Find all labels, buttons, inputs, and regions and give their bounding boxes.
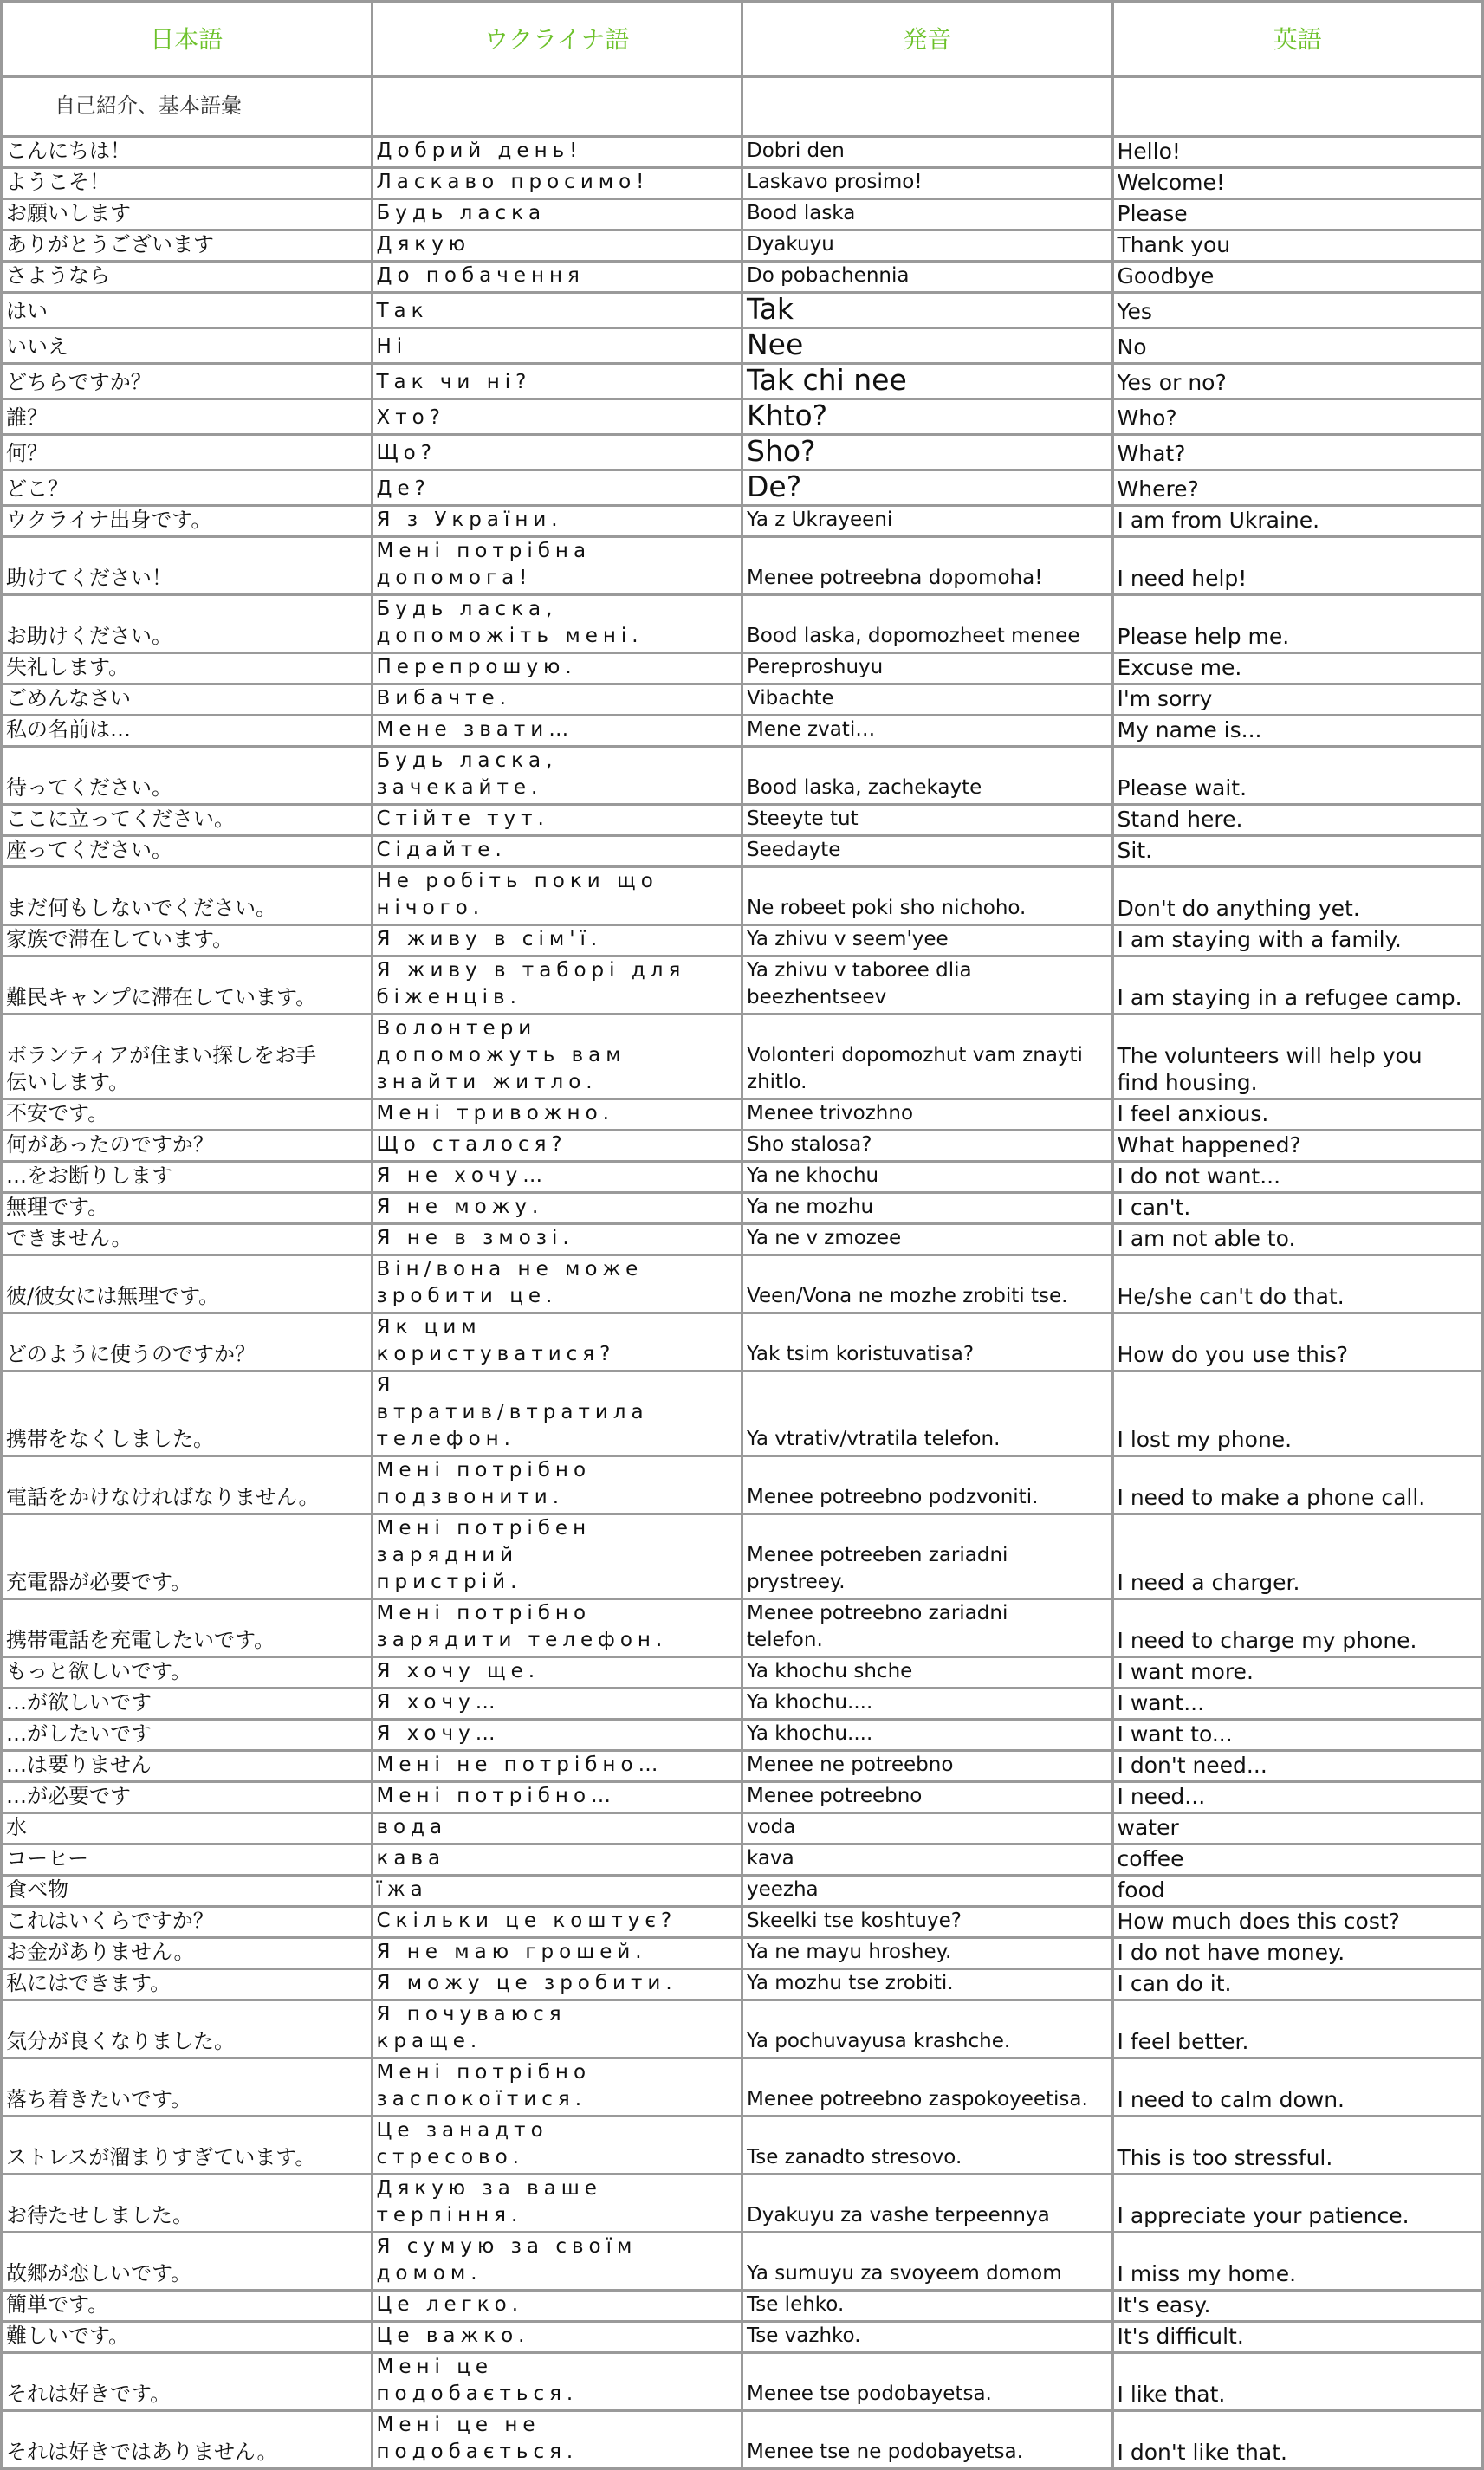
- japanese-cell: いいえ: [2, 328, 373, 364]
- japanese-cell: 私にはできます。: [2, 1969, 373, 2000]
- ukrainian-cell: Добрий день!: [372, 137, 742, 168]
- ukrainian-cell: Мені потрібно зарядити телефон.: [372, 1599, 742, 1657]
- english-cell: Goodbye: [1112, 262, 1483, 293]
- japanese-cell: ありがとうございます: [2, 230, 373, 262]
- table-row: [2, 925, 1483, 956]
- table-row: [2, 1015, 1483, 1099]
- pronunciation-cell: Yak tsim koristuvatisa?: [742, 1313, 1113, 1371]
- table-row: [2, 747, 1483, 805]
- header-pronunciation: 発音: [742, 2, 1113, 77]
- english-cell: I want more.: [1112, 1657, 1483, 1689]
- japanese-cell: ようこそ！: [2, 168, 373, 199]
- japanese-cell: まだ何もしないでください。: [2, 867, 373, 925]
- english-cell: Stand here.: [1112, 805, 1483, 836]
- pronunciation-cell: Dyakuyu za vashe terpeennya: [742, 2175, 1113, 2233]
- pronunciation-cell: Ya mozhu tse zrobiti.: [742, 1969, 1113, 2000]
- table-row: [2, 653, 1483, 684]
- japanese-cell: 家族で滞在しています。: [2, 925, 373, 956]
- table-row: [2, 956, 1483, 1015]
- pronunciation-cell: Nee: [742, 328, 1113, 364]
- ukrainian-cell: Перепрошую.: [372, 653, 742, 684]
- pronunciation-cell: Tse lehko.: [742, 2291, 1113, 2322]
- pronunciation-cell: Menee potreebna dopomoha!: [742, 537, 1113, 595]
- japanese-cell: 何？: [2, 435, 373, 470]
- ukrainian-cell: Сідайте.: [372, 836, 742, 867]
- header-japanese: 日本語: [2, 2, 373, 77]
- pronunciation-cell: Menee potreeben zariadni prystreey.: [742, 1514, 1113, 1599]
- table-row: [2, 1313, 1483, 1371]
- table-row: [2, 2322, 1483, 2353]
- ukrainian-cell: Що?: [372, 435, 742, 470]
- english-cell: Sit.: [1112, 836, 1483, 867]
- ukrainian-cell: Мені потрібна допомога!: [372, 537, 742, 595]
- pronunciation-cell: Vibachte: [742, 684, 1113, 716]
- ukrainian-cell: Мені це не подобається.: [372, 2411, 742, 2469]
- english-cell: I don't like that.: [1112, 2411, 1483, 2469]
- english-cell: It's difficult.: [1112, 2322, 1483, 2353]
- english-cell: I need to charge my phone.: [1112, 1599, 1483, 1657]
- ukrainian-cell: Так чи ні?: [372, 364, 742, 399]
- japanese-cell: 不安です。: [2, 1099, 373, 1131]
- table-row: [2, 716, 1483, 747]
- ukrainian-cell: Хто?: [372, 399, 742, 435]
- english-cell: I am from Ukraine.: [1112, 506, 1483, 537]
- japanese-cell: …をお断りします: [2, 1162, 373, 1193]
- ukrainian-cell: Я не в змозі.: [372, 1224, 742, 1255]
- pronunciation-cell: Menee tse podobayetsa.: [742, 2353, 1113, 2411]
- pronunciation-cell: yeezha: [742, 1876, 1113, 1907]
- table-row: [2, 1969, 1483, 2000]
- table-row: [2, 1657, 1483, 1689]
- table-row: [2, 537, 1483, 595]
- pronunciation-cell: Mene zvati…: [742, 716, 1113, 747]
- english-cell: Welcome!: [1112, 168, 1483, 199]
- table-row: [2, 2175, 1483, 2233]
- pronunciation-cell: Skeelki tse koshtuye?: [742, 1907, 1113, 1938]
- english-cell: No: [1112, 328, 1483, 364]
- japanese-cell: 私の名前は…: [2, 716, 373, 747]
- japanese-cell: コーヒー: [2, 1844, 373, 1876]
- table-row: [2, 2291, 1483, 2322]
- english-cell: Please: [1112, 199, 1483, 230]
- english-cell: I need a charger.: [1112, 1514, 1483, 1599]
- pronunciation-cell: Ya sumuyu za svoyeem domom: [742, 2233, 1113, 2291]
- ukrainian-cell: Він/вона не може зробити це.: [372, 1255, 742, 1313]
- english-cell: I feel anxious.: [1112, 1099, 1483, 1131]
- table-row: [2, 836, 1483, 867]
- table-row: [2, 435, 1483, 470]
- ukrainian-cell: Це легко.: [372, 2291, 742, 2322]
- pronunciation-cell: Menee potreebno: [742, 1782, 1113, 1813]
- header-ukrainian: ウクライナ語: [372, 2, 742, 77]
- ukrainian-cell: Вибачте.: [372, 684, 742, 716]
- english-cell: I don't need...: [1112, 1751, 1483, 1782]
- english-cell: Yes or no?: [1112, 364, 1483, 399]
- ukrainian-cell: Я втратив/втратила телефон.: [372, 1371, 742, 1456]
- ukrainian-cell: Що сталося?: [372, 1131, 742, 1162]
- table-row: [2, 2000, 1483, 2058]
- ukrainian-cell: Мені тривожно.: [372, 1099, 742, 1131]
- english-cell: How do you use this?: [1112, 1313, 1483, 1371]
- japanese-cell: 無理です。: [2, 1193, 373, 1224]
- english-cell: Who?: [1112, 399, 1483, 435]
- japanese-cell: ストレスが溜まりすぎています。: [2, 2117, 373, 2175]
- english-cell: food: [1112, 1876, 1483, 1907]
- table-row: [2, 2058, 1483, 2117]
- pronunciation-cell: Menee ne potreebno: [742, 1751, 1113, 1782]
- ukrainian-cell: Я живу в таборі для біженців.: [372, 956, 742, 1015]
- ukrainian-cell: Будь ласка, зачекайте.: [372, 747, 742, 805]
- english-cell: I need to make a phone call.: [1112, 1456, 1483, 1514]
- english-cell: I am staying with a family.: [1112, 925, 1483, 956]
- ukrainian-cell: їжа: [372, 1876, 742, 1907]
- pronunciation-cell: Pereproshuyu: [742, 653, 1113, 684]
- japanese-cell: 電話をかけなければなりません。: [2, 1456, 373, 1514]
- pronunciation-cell: Menee potreebno podzvoniti.: [742, 1456, 1113, 1514]
- japanese-cell: 難民キャンプに滞在しています。: [2, 956, 373, 1015]
- english-cell: Yes: [1112, 293, 1483, 328]
- japanese-cell: 助けてください！: [2, 537, 373, 595]
- pronunciation-cell: Khto?: [742, 399, 1113, 435]
- english-cell: I can do it.: [1112, 1969, 1483, 2000]
- japanese-cell: できません。: [2, 1224, 373, 1255]
- ukrainian-cell: Мені не потрібно…: [372, 1751, 742, 1782]
- japanese-cell: ボランティアが住まい探しをお手 伝いします。: [2, 1015, 373, 1099]
- pronunciation-cell: Menee potreebno zariadni telefon.: [742, 1599, 1113, 1657]
- japanese-cell: 誰？: [2, 399, 373, 435]
- pronunciation-cell: Ya zhivu v taboree dlia beezhentseev: [742, 956, 1113, 1015]
- english-cell: I am not able to.: [1112, 1224, 1483, 1255]
- ukrainian-cell: Я не хочу…: [372, 1162, 742, 1193]
- ukrainian-cell: Я сумую за своїм домом.: [372, 2233, 742, 2291]
- table-row: [2, 684, 1483, 716]
- pronunciation-cell: Volonteri dopomozhut vam znayti zhitlo.: [742, 1015, 1113, 1099]
- table-row: [2, 293, 1483, 328]
- pronunciation-cell: Tak: [742, 293, 1113, 328]
- ukrainian-cell: Я хочу ще.: [372, 1657, 742, 1689]
- pronunciation-cell: Menee trivozhno: [742, 1099, 1113, 1131]
- ukrainian-cell: Будь ласка, допоможіть мені.: [372, 595, 742, 653]
- pronunciation-cell: Ya z Ukrayeeni: [742, 506, 1113, 537]
- english-cell: This is too stressful.: [1112, 2117, 1483, 2175]
- ukrainian-cell: Я хочу…: [372, 1720, 742, 1751]
- english-cell: I do not want...: [1112, 1162, 1483, 1193]
- pronunciation-cell: Ya ne mozhu: [742, 1193, 1113, 1224]
- pronunciation-cell: Steeyte tut: [742, 805, 1113, 836]
- table-row: [2, 1751, 1483, 1782]
- pronunciation-cell: Seedayte: [742, 836, 1113, 867]
- pronunciation-cell: Do pobachennia: [742, 262, 1113, 293]
- table-row: [2, 1255, 1483, 1313]
- japanese-cell: それは好きです。: [2, 2353, 373, 2411]
- table-row: [2, 2117, 1483, 2175]
- pronunciation-cell: Ya khochu....: [742, 1689, 1113, 1720]
- japanese-cell: 失礼します。: [2, 653, 373, 684]
- ukrainian-cell: Не робіть поки що нічого.: [372, 867, 742, 925]
- table-row: [2, 1162, 1483, 1193]
- ukrainian-cell: Це занадто стресово.: [372, 2117, 742, 2175]
- table-row: [2, 1876, 1483, 1907]
- table-row: [2, 1371, 1483, 1456]
- ukrainian-cell: Я з України.: [372, 506, 742, 537]
- ukrainian-cell: Мені потрібен зарядний пристрій.: [372, 1514, 742, 1599]
- english-cell: What happened?: [1112, 1131, 1483, 1162]
- ukrainian-cell: Я не маю грошей.: [372, 1938, 742, 1969]
- english-cell: He/she can't do that.: [1112, 1255, 1483, 1313]
- empty-cell: [372, 77, 742, 137]
- english-cell: What?: [1112, 435, 1483, 470]
- empty-cell: [742, 77, 1113, 137]
- header-english: 英語: [1112, 2, 1483, 77]
- pronunciation-cell: voda: [742, 1813, 1113, 1844]
- english-cell: Don't do anything yet.: [1112, 867, 1483, 925]
- table-row: [2, 805, 1483, 836]
- pronunciation-cell: Bood laska: [742, 199, 1113, 230]
- pronunciation-cell: Ya khochu shche: [742, 1657, 1113, 1689]
- pronunciation-cell: Bood laska, dopomozheet menee: [742, 595, 1113, 653]
- pronunciation-cell: Tse vazhko.: [742, 2322, 1113, 2353]
- japanese-cell: 簡単です。: [2, 2291, 373, 2322]
- table-row: [2, 2411, 1483, 2469]
- table-row: [2, 1907, 1483, 1938]
- ukrainian-cell: Так: [372, 293, 742, 328]
- japanese-cell: 食べ物: [2, 1876, 373, 1907]
- ukrainian-cell: Мене звати…: [372, 716, 742, 747]
- ukrainian-cell: Мені потрібно подзвонити.: [372, 1456, 742, 1514]
- pronunciation-cell: Dobri den: [742, 137, 1113, 168]
- japanese-cell: 携帯をなくしました。: [2, 1371, 373, 1456]
- table-row: [2, 595, 1483, 653]
- english-cell: water: [1112, 1813, 1483, 1844]
- japanese-cell: 故郷が恋しいです。: [2, 2233, 373, 2291]
- ukrainian-cell: Стійте тут.: [372, 805, 742, 836]
- table-row: [2, 867, 1483, 925]
- japanese-cell: …が欲しいです: [2, 1689, 373, 1720]
- english-cell: Please wait.: [1112, 747, 1483, 805]
- english-cell: Excuse me.: [1112, 653, 1483, 684]
- english-cell: Thank you: [1112, 230, 1483, 262]
- japanese-cell: …は要りません: [2, 1751, 373, 1782]
- ukrainian-cell: Ні: [372, 328, 742, 364]
- japanese-cell: はい: [2, 293, 373, 328]
- table-row: [2, 364, 1483, 399]
- ukrainian-cell: Скільки це коштує?: [372, 1907, 742, 1938]
- table-row: [2, 1514, 1483, 1599]
- table-row: [2, 262, 1483, 293]
- pronunciation-cell: Dyakuyu: [742, 230, 1113, 262]
- japanese-cell: もっと欲しいです。: [2, 1657, 373, 1689]
- ukrainian-cell: Мені це подобається.: [372, 2353, 742, 2411]
- table-row: [2, 1813, 1483, 1844]
- japanese-cell: お金がありません。: [2, 1938, 373, 1969]
- header-row: [2, 2, 1483, 77]
- pronunciation-cell: Tse zanadto stresovo.: [742, 2117, 1113, 2175]
- ukrainian-cell: Мені потрібно заспокоїтися.: [372, 2058, 742, 2117]
- english-cell: The volunteers will help you find housing.: [1112, 1015, 1483, 1099]
- pronunciation-cell: Ya ne mayu hroshey.: [742, 1938, 1113, 1969]
- japanese-cell: それは好きではありません。: [2, 2411, 373, 2469]
- section-row: [2, 77, 1483, 137]
- ukrainian-cell: кава: [372, 1844, 742, 1876]
- table-row: [2, 399, 1483, 435]
- japanese-cell: お待たせしました。: [2, 2175, 373, 2233]
- english-cell: I appreciate your patience.: [1112, 2175, 1483, 2233]
- japanese-cell: …がしたいです: [2, 1720, 373, 1751]
- english-cell: It's easy.: [1112, 2291, 1483, 2322]
- table-row: [2, 1720, 1483, 1751]
- japanese-cell: 水: [2, 1813, 373, 1844]
- table-row: [2, 1689, 1483, 1720]
- japanese-cell: どこ？: [2, 470, 373, 506]
- japanese-cell: 携帯電話を充電したいです。: [2, 1599, 373, 1657]
- pronunciation-cell: Ya khochu....: [742, 1720, 1113, 1751]
- english-cell: I need to calm down.: [1112, 2058, 1483, 2117]
- table-row: [2, 1224, 1483, 1255]
- japanese-cell: …が必要です: [2, 1782, 373, 1813]
- pronunciation-cell: Veen/Vona ne mozhe zrobiti tse.: [742, 1255, 1113, 1313]
- pronunciation-cell: Sho stalosa?: [742, 1131, 1113, 1162]
- table-row: [2, 506, 1483, 537]
- japanese-cell: 待ってください。: [2, 747, 373, 805]
- table-body: [2, 77, 1483, 2469]
- table-row: [2, 1938, 1483, 1969]
- ukrainian-cell: Я почуваюся краще.: [372, 2000, 742, 2058]
- ukrainian-cell: Я не можу.: [372, 1193, 742, 1224]
- english-cell: I do not have money.: [1112, 1938, 1483, 1969]
- table-row: [2, 2233, 1483, 2291]
- japanese-cell: 彼/彼女には無理です。: [2, 1255, 373, 1313]
- pronunciation-cell: Ne robeet poki sho nichoho.: [742, 867, 1113, 925]
- ukrainian-cell: Будь ласка: [372, 199, 742, 230]
- english-cell: coffee: [1112, 1844, 1483, 1876]
- english-cell: I miss my home.: [1112, 2233, 1483, 2291]
- pronunciation-cell: Ya ne khochu: [742, 1162, 1113, 1193]
- ukrainian-cell: вода: [372, 1813, 742, 1844]
- ukrainian-cell: Я живу в сім'ї.: [372, 925, 742, 956]
- pronunciation-cell: Ya vtrativ/vtratila telefon.: [742, 1371, 1113, 1456]
- english-cell: I need...: [1112, 1782, 1483, 1813]
- english-cell: I feel better.: [1112, 2000, 1483, 2058]
- ukrainian-cell: Де?: [372, 470, 742, 506]
- table-row: [2, 1599, 1483, 1657]
- pronunciation-cell: kava: [742, 1844, 1113, 1876]
- ukrainian-cell: Це важко.: [372, 2322, 742, 2353]
- table-row: [2, 199, 1483, 230]
- english-cell: Please help me.: [1112, 595, 1483, 653]
- english-cell: I'm sorry: [1112, 684, 1483, 716]
- table-row: [2, 168, 1483, 199]
- english-cell: My name is...: [1112, 716, 1483, 747]
- english-cell: Hello!: [1112, 137, 1483, 168]
- table-row: [2, 328, 1483, 364]
- ukrainian-cell: Я можу це зробити.: [372, 1969, 742, 2000]
- english-cell: I need help!: [1112, 537, 1483, 595]
- empty-cell: [1112, 77, 1483, 137]
- ukrainian-cell: Я хочу…: [372, 1689, 742, 1720]
- pronunciation-cell: Menee tse ne podobayetsa.: [742, 2411, 1113, 2469]
- japanese-cell: ごめんなさい: [2, 684, 373, 716]
- table-row: [2, 1193, 1483, 1224]
- japanese-cell: これはいくらですか？: [2, 1907, 373, 1938]
- english-cell: I lost my phone.: [1112, 1371, 1483, 1456]
- japanese-cell: ウクライナ出身です。: [2, 506, 373, 537]
- pronunciation-cell: Laskavo prosimo!: [742, 168, 1113, 199]
- ukrainian-cell: Дякую: [372, 230, 742, 262]
- japanese-cell: どのように使うのですか？: [2, 1313, 373, 1371]
- japanese-cell: さようなら: [2, 262, 373, 293]
- ukrainian-cell: До побачення: [372, 262, 742, 293]
- english-cell: I am staying in a refugee camp.: [1112, 956, 1483, 1015]
- pronunciation-cell: Bood laska, zachekayte: [742, 747, 1113, 805]
- table-row: [2, 230, 1483, 262]
- japanese-cell: どちらですか？: [2, 364, 373, 399]
- table-row: [2, 137, 1483, 168]
- table-row: [2, 1131, 1483, 1162]
- table-row: [2, 1456, 1483, 1514]
- japanese-cell: 難しいです。: [2, 2322, 373, 2353]
- pronunciation-cell: Ya pochuvayusa krashche.: [742, 2000, 1113, 2058]
- english-cell: How much does this cost?: [1112, 1907, 1483, 1938]
- japanese-cell: お助けください。: [2, 595, 373, 653]
- english-cell: I want to...: [1112, 1720, 1483, 1751]
- japanese-cell: 何があったのですか？: [2, 1131, 373, 1162]
- english-cell: I want...: [1112, 1689, 1483, 1720]
- table-row: [2, 1782, 1483, 1813]
- table-row: [2, 470, 1483, 506]
- english-cell: I can't.: [1112, 1193, 1483, 1224]
- english-cell: Where?: [1112, 470, 1483, 506]
- ukrainian-cell: Волонтери допоможуть вам знайти житло.: [372, 1015, 742, 1099]
- pronunciation-cell: Ya zhivu v seem'yee: [742, 925, 1113, 956]
- japanese-cell: こんにちは！: [2, 137, 373, 168]
- ukrainian-cell: Ласкаво просимо!: [372, 168, 742, 199]
- pronunciation-cell: De?: [742, 470, 1113, 506]
- english-cell: I like that.: [1112, 2353, 1483, 2411]
- ukrainian-cell: Дякую за ваше терпіння.: [372, 2175, 742, 2233]
- table-row: [2, 1099, 1483, 1131]
- table-row: [2, 1844, 1483, 1876]
- ukrainian-cell: Як цим користуватися?: [372, 1313, 742, 1371]
- pronunciation-cell: Menee potreebno zaspokoyeetisa.: [742, 2058, 1113, 2117]
- japanese-cell: 気分が良くなりました。: [2, 2000, 373, 2058]
- japanese-cell: お願いします: [2, 199, 373, 230]
- ukrainian-cell: Мені потрібно…: [372, 1782, 742, 1813]
- japanese-cell: 充電器が必要です。: [2, 1514, 373, 1599]
- japanese-cell: ここに立ってください。: [2, 805, 373, 836]
- section-title: 自己紹介、基本語彙: [2, 77, 373, 137]
- japanese-cell: 落ち着きたいです。: [2, 2058, 373, 2117]
- table-row: [2, 2353, 1483, 2411]
- japanese-cell: 座ってください。: [2, 836, 373, 867]
- pronunciation-cell: Sho?: [742, 435, 1113, 470]
- pronunciation-cell: Tak chi nee: [742, 364, 1113, 399]
- pronunciation-cell: Ya ne v zmozee: [742, 1224, 1113, 1255]
